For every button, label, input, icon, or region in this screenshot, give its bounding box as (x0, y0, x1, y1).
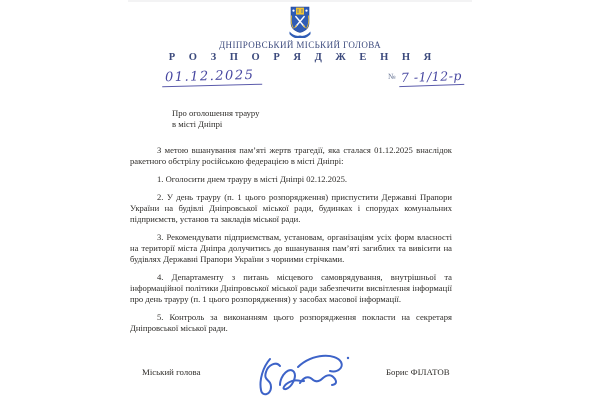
number-sign: № (388, 72, 396, 81)
paragraph-item-3: 3. Рекомендувати підприємствам, установам, організаціям усіх форм власності на території міста Дніпра долучитись до вшанування пам’яті загиблих та вивісити на будівлях Державні Прапори України з чорними стрічками. (130, 232, 452, 264)
subject-block (172, 108, 259, 130)
organization-name: ДНІПРОВСЬКИЙ МІСЬКИЙ ГОЛОВА (219, 40, 381, 50)
paragraph-item-4: 4. Департаменту з питань місцевого самоврядування, внутрішньої та інформаційної політики Дніпровської міської ради забезпечити висвітлення інформації про день трауру (п. 1 цього розпорядження) у засобах масової інформації. (130, 272, 452, 304)
subject-line-2: в місті Дніпрі (172, 119, 223, 129)
paragraph-item-1: 1. Оголосити днем трауру в місті Дніпрі 02.12.2025. (157, 174, 348, 184)
document-number (388, 68, 464, 86)
signatory-position-title: Міський голова (142, 367, 201, 377)
paragraph-item-2: 2. У день трауру (п. 1 цього розпорядження) приспустити Державні Прапори України на будівлі Дніпровської міської ради, будинках і спорудах комунальних підприємств, установ та закладів міської ради. (130, 192, 452, 224)
handwritten-number: 7 -1/12-р (398, 68, 464, 87)
paragraph-item-5: 5. Контроль за виконанням цього розпорядження покласти на секретаря Дніпровської міської ради. (130, 312, 452, 333)
handwritten-signature-icon (240, 350, 352, 400)
document-type-title: Р О З П О Р Я Д Ж Е Н Н Я (168, 52, 437, 63)
subject-line-1: Про оголошення трауру (172, 108, 260, 118)
document-page (128, 0, 472, 400)
dnipro-city-emblem-icon (287, 6, 313, 38)
paragraph-intro: З метою вшанування пам’яті жертв трагедії, яка сталася 01.12.2025 внаслідок ракетного обстрілу російською федерацією в місті Дніпрі: (130, 145, 452, 166)
handwritten-date: 01.12.2025 (162, 68, 263, 88)
signatory-name: Борис ФІЛАТОВ (386, 367, 450, 377)
document-body (130, 145, 452, 341)
